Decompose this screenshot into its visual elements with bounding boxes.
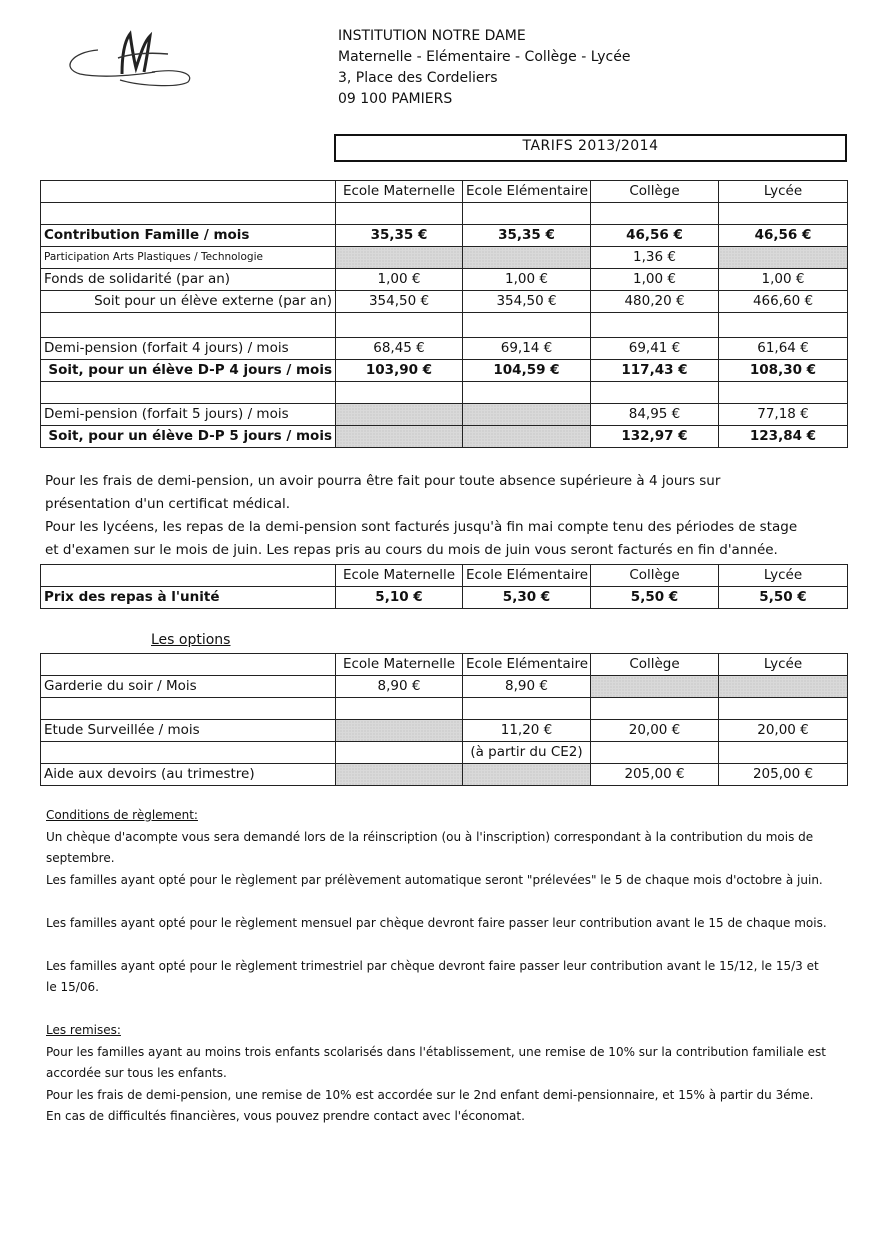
cell-value: 46,56 € xyxy=(591,225,719,247)
row-label: Soit, pour un élève D-P 4 jours / mois xyxy=(41,360,336,382)
cell-value: 69,14 € xyxy=(463,338,591,360)
column-header: Ecole Maternelle xyxy=(336,565,463,587)
column-header: Lycée xyxy=(719,181,848,203)
remises-heading: Les remises: xyxy=(46,1023,121,1037)
cell-value: 1,00 € xyxy=(463,269,591,291)
conditions-line: Les familles ayant opté pour le règlement par prélèvement automatique seront "prélevées" le 5 de chaque mois d'octobre à juin. xyxy=(46,872,823,887)
institution-name: INSTITUTION NOTRE DAME xyxy=(338,28,526,44)
conditions-line: septembre. xyxy=(46,851,115,865)
cell-value: 5,50 € xyxy=(591,587,719,609)
cell-value: 5,50 € xyxy=(719,587,848,609)
table-header-row xyxy=(41,654,848,676)
shaded-cell xyxy=(463,404,591,426)
table-header-row xyxy=(41,181,848,203)
institution-header xyxy=(338,26,630,110)
shaded-cell xyxy=(463,247,591,269)
shaded-cell xyxy=(336,247,463,269)
column-header: Ecole Maternelle xyxy=(336,654,463,676)
empty-cell xyxy=(41,565,336,587)
table-row xyxy=(41,291,848,313)
cell-value: 35,35 € xyxy=(463,225,591,247)
cell-value: 205,00 € xyxy=(719,764,848,786)
table-row xyxy=(41,426,848,448)
row-label: Soit, pour un élève D-P 5 jours / mois xyxy=(41,426,336,448)
cell-value: 1,36 € xyxy=(591,247,719,269)
column-header: Ecole Elémentaire xyxy=(463,565,591,587)
row-label: Demi-pension (forfait 5 jours) / mois xyxy=(41,404,336,426)
table-header-row xyxy=(41,565,848,587)
table-row xyxy=(41,742,848,764)
conditions-section xyxy=(46,805,851,999)
cell-value: 103,90 € xyxy=(336,360,463,382)
note-line: présentation d'un certificat médical. xyxy=(45,496,291,512)
shaded-cell xyxy=(336,720,463,742)
remises-section xyxy=(46,1020,851,1128)
shaded-cell xyxy=(719,247,848,269)
column-header: Lycée xyxy=(719,565,848,587)
cell-value: 1,00 € xyxy=(591,269,719,291)
repas-table xyxy=(40,564,848,609)
cell-value: 117,43 € xyxy=(591,360,719,382)
conditions-heading: Conditions de règlement: xyxy=(46,808,198,822)
institution-street: 3, Place des Cordeliers xyxy=(338,70,498,86)
column-header: Lycée xyxy=(719,654,848,676)
table-row xyxy=(41,247,848,269)
cell-value: 123,84 € xyxy=(719,426,848,448)
table-row xyxy=(41,225,848,247)
cell-value: 69,41 € xyxy=(591,338,719,360)
column-header: Ecole Elémentaire xyxy=(463,654,591,676)
empty-cell xyxy=(719,742,848,764)
cell-value: 20,00 € xyxy=(591,720,719,742)
row-label: Aide aux devoirs (au trimestre) xyxy=(41,764,336,786)
cell-value: 8,90 € xyxy=(463,676,591,698)
shaded-cell xyxy=(463,764,591,786)
empty-cell xyxy=(41,742,336,764)
shaded-cell xyxy=(336,764,463,786)
remises-line: accordée sur tous les enfants. xyxy=(46,1066,227,1080)
row-label: Demi-pension (forfait 4 jours) / mois xyxy=(41,338,336,360)
table-row xyxy=(41,404,848,426)
row-label: Participation Arts Plastiques / Technologie xyxy=(41,247,336,269)
spacer-row xyxy=(41,698,848,720)
cell-value: 354,50 € xyxy=(463,291,591,313)
row-label: Garderie du soir / Mois xyxy=(41,676,336,698)
spacer-row xyxy=(41,382,848,404)
cell-value: 132,97 € xyxy=(591,426,719,448)
shaded-cell xyxy=(463,426,591,448)
cell-value: 1,00 € xyxy=(719,269,848,291)
options-heading: Les options xyxy=(151,632,231,648)
note-line: Pour les frais de demi-pension, un avoir pourra être fait pour toute absence supérieure à 4 jours sur xyxy=(45,473,721,489)
shaded-cell xyxy=(591,676,719,698)
tarifs-table xyxy=(40,180,848,448)
note-line: et d'examen sur le mois de juin. Les repas pris au cours du mois de juin vous seront facturés en fin d'année. xyxy=(45,542,778,558)
column-header: Collège xyxy=(591,654,719,676)
remises-line: En cas de difficultés financières, vous pouvez prendre contact avec l'économat. xyxy=(46,1109,525,1123)
remises-line: Pour les frais de demi-pension, une remise de 10% est accordée sur le 2nd enfant demi-pensionnaire, et 15% à partir du 3éme. xyxy=(46,1087,814,1102)
conditions-line: Un chèque d'acompte vous sera demandé lors de la réinscription (ou à l'inscription) correspondant à la contribution du mois de xyxy=(46,829,814,844)
table-row xyxy=(41,269,848,291)
institution-city: 09 100 PAMIERS xyxy=(338,91,453,107)
conditions-line: le 15/06. xyxy=(46,980,99,994)
cell-value: 8,90 € xyxy=(336,676,463,698)
note-line: Pour les lycéens, les repas de la demi-pension sont facturés jusqu'à fin mai compte tenu des périodes de stage xyxy=(45,519,798,535)
row-label: Soit pour un élève externe (par an) xyxy=(41,291,336,313)
shaded-cell xyxy=(336,426,463,448)
empty-cell xyxy=(336,742,463,764)
cell-value: 104,59 € xyxy=(463,360,591,382)
row-label: Etude Surveillée / mois xyxy=(41,720,336,742)
conditions-line: Les familles ayant opté pour le règlement trimestriel par chèque devront faire passer leur contribution avant le 15/12, le 15/3 et xyxy=(46,958,819,973)
cell-value: 61,64 € xyxy=(719,338,848,360)
table-row xyxy=(41,720,848,742)
cell-value: 108,30 € xyxy=(719,360,848,382)
cell-value: 1,00 € xyxy=(336,269,463,291)
cell-value: 11,20 € xyxy=(463,720,591,742)
cell-note: (à partir du CE2) xyxy=(463,742,591,764)
row-label: Fonds de solidarité (par an) xyxy=(41,269,336,291)
column-header: Ecole Maternelle xyxy=(336,181,463,203)
cell-value: 77,18 € xyxy=(719,404,848,426)
cell-value: 20,00 € xyxy=(719,720,848,742)
institution-levels: Maternelle - Elémentaire - Collège - Lycée xyxy=(338,49,631,65)
cell-value: 5,10 € xyxy=(336,587,463,609)
cell-value: 5,30 € xyxy=(463,587,591,609)
table-row xyxy=(41,764,848,786)
table-row xyxy=(41,676,848,698)
cell-value: 205,00 € xyxy=(591,764,719,786)
column-header: Ecole Elémentaire xyxy=(463,181,591,203)
spacer-row xyxy=(41,313,848,338)
shaded-cell xyxy=(719,676,848,698)
cell-value: 35,35 € xyxy=(336,225,463,247)
empty-cell xyxy=(591,742,719,764)
cell-value: 46,56 € xyxy=(719,225,848,247)
spacer-row xyxy=(41,203,848,225)
shaded-cell xyxy=(336,404,463,426)
cell-value: 68,45 € xyxy=(336,338,463,360)
row-label: Prix des repas à l'unité xyxy=(41,587,336,609)
column-header: Collège xyxy=(591,565,719,587)
handwritten-monogram-logo xyxy=(60,28,200,90)
options-table xyxy=(40,653,848,786)
table-row xyxy=(41,587,848,609)
conditions-line: Les familles ayant opté pour le règlement mensuel par chèque devront faire passer leur contribution avant le 15 de chaque mois. xyxy=(46,915,827,930)
demi-pension-notes xyxy=(45,470,845,562)
cell-value: 84,95 € xyxy=(591,404,719,426)
remises-line: Pour les familles ayant au moins trois enfants scolarisés dans l'établissement, une remise de 10% sur la contribution familiale est xyxy=(46,1044,826,1059)
empty-cell xyxy=(41,654,336,676)
cell-value: 480,20 € xyxy=(591,291,719,313)
cell-value: 466,60 € xyxy=(719,291,848,313)
empty-cell xyxy=(41,181,336,203)
table-row xyxy=(41,338,848,360)
cell-value: 354,50 € xyxy=(336,291,463,313)
column-header: Collège xyxy=(591,181,719,203)
table-row xyxy=(41,360,848,382)
page-title: TARIFS 2013/2014 xyxy=(334,134,847,162)
row-label: Contribution Famille / mois xyxy=(41,225,336,247)
